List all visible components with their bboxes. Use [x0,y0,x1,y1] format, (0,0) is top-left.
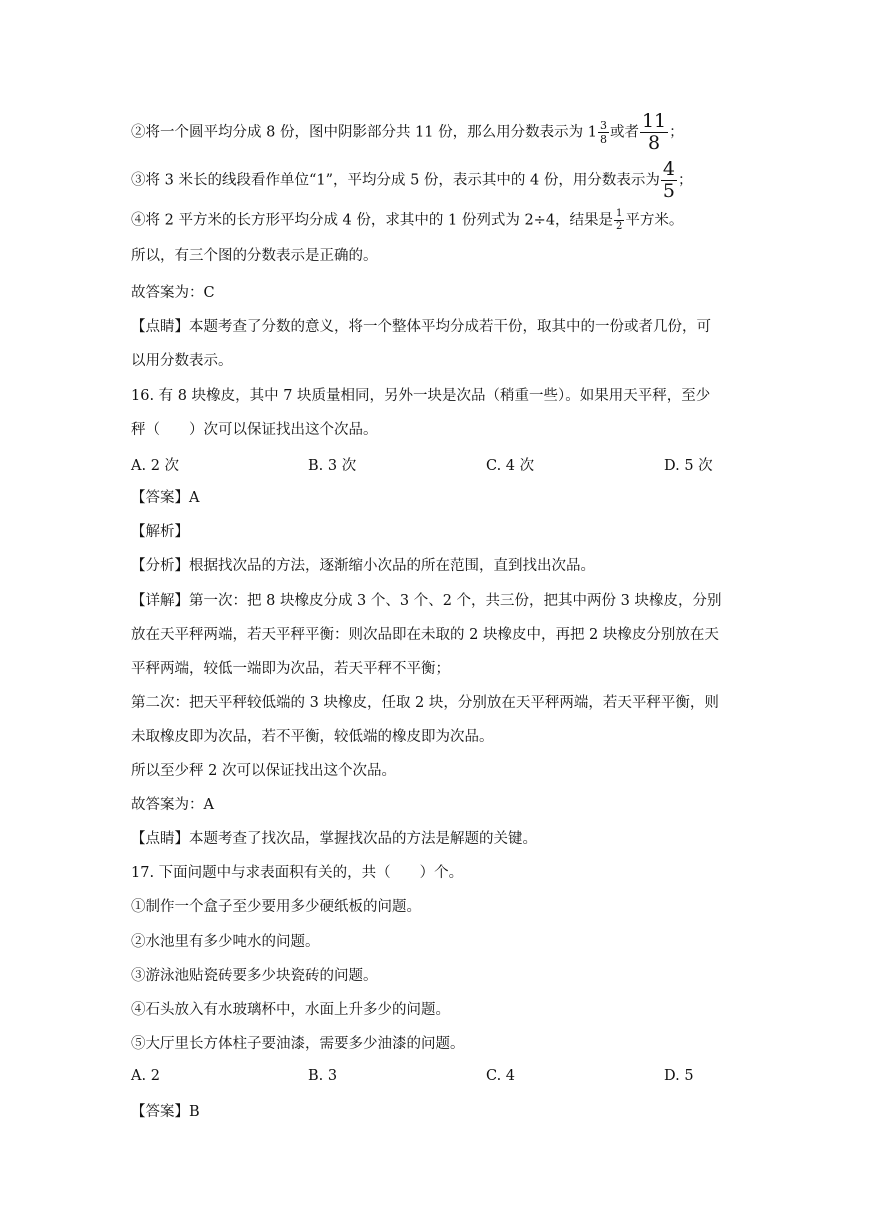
mixed-fraction [598,120,609,145]
comment-line-1: 【点睛】本题考查了分数的意义，将一个整体平均分成若干份，取其中的一份或者几份，可 [131,319,711,335]
solution-line-3-text: ③将 3 米长的线段看作单位“1”，平均分成 5 份，表示其中的 4 份，用分数表示为 [131,172,660,189]
q17-item-4: ④石头放入有水玻璃杯中，水面上升多少的问题。 [131,1002,450,1018]
improper-fraction [640,112,668,153]
q16-analysis: 【分析】根据找次品的方法，逐渐缩小次品的所在范围，直到找出次品。 [131,558,595,574]
solution-line-3 [131,160,692,201]
q16-detail-line-4: 第二次：把天平秤较低端的 3 块橡皮，任取 2 块，分别放在天平秤两端，若天平秤平衡，则 [131,695,719,711]
q17-option-c: C. 4 [486,1068,516,1084]
fraction-one-half [614,209,624,232]
q17-option-b: B. 3 [308,1068,338,1084]
mixed-fraction-denominator: 8 [599,133,607,146]
solution-line-4-text: ④将 2 平方米的长方形平均分成 4 份，求其中的 1 份列式为 2÷4，结果是 [131,212,614,229]
q16-detail-line-6: 所以至少秤 2 次可以保证找出这个次品。 [131,763,396,779]
q16-result: 故答案为：A [131,797,214,813]
comment-line-2: 以用分数表示。 [131,353,233,369]
solution-line-2-text: ②将一个圆平均分成 8 份，图中阴影部分共 11 份，那么用分数表示为 1 [131,124,597,141]
q16-comment: 【点睛】本题考查了找次品，掌握找次品的方法是解题的关键。 [131,831,537,847]
question-16-line-2: 秤（ ）次可以保证找出这个次品。 [131,422,378,438]
q17-answer: 【答案】B [131,1104,200,1120]
mixed-fraction-numerator: 3 [599,119,607,132]
q16-detail-line-1: 【详解】第一次：把 8 块橡皮分成 3 个、3 个、2 个，共三份，把其中两份 3 块橡皮，分别 [131,593,722,609]
q17-item-3: ③游泳池贴瓷砖要多少块瓷砖的问题。 [131,968,378,984]
q16-option-b: B. 3 次 [308,458,357,474]
solution-line-4 [131,209,683,232]
q16-answer: 【答案】A [131,490,200,506]
question-17-line-1: 17. 下面问题中与求表面积有关的，共（ ）个。 [131,865,464,881]
fraction-denominator: 5 [662,180,675,202]
conclusion-text: 所以，有三个图的分数表示是正确的。 [131,248,378,264]
answer-conclusion: 故答案为：C [131,285,215,301]
q16-detail-line-5: 未取橡皮即为次品，若不平衡，较低端的橡皮即为次品。 [131,729,494,745]
fraction-denominator: 2 [616,221,623,232]
solution-line-3-end: ； [677,172,693,189]
q16-option-d: D. 5 次 [664,458,713,474]
q16-option-c: C. 4 次 [486,458,535,474]
solution-line-4-end: 平方米。 [625,212,684,229]
question-16-line-1: 16. 有 8 块橡皮，其中 7 块质量相同，另外一块是次品（稍重一些）。如果用天平秤，至少 [131,388,711,404]
improper-fraction-numerator: 11 [641,110,667,132]
fraction-numerator: 4 [662,158,675,180]
fraction-numerator: 1 [616,208,623,219]
q16-option-a: A. 2 次 [131,458,180,474]
solution-line-2-mid: 或者 [609,124,639,141]
q16-detail-line-3: 平秤两端，较低一端即为次品，若天平秤不平衡； [131,661,450,677]
fraction-four-fifths [661,160,677,201]
improper-fraction-denominator: 8 [648,132,661,154]
q16-analysis-heading: 【解析】 [131,524,189,540]
q17-option-a: A. 2 [131,1068,160,1084]
q17-option-d: D. 5 [664,1068,694,1084]
solution-line-2 [131,112,684,153]
q17-item-2: ②水池里有多少吨水的问题。 [131,934,320,950]
solution-line-2-end: ； [669,124,684,141]
q17-item-5: ⑤大厅里长方体柱子要油漆，需要多少油漆的问题。 [131,1036,465,1052]
q16-detail-line-2: 放在天平秤两端，若天平秤平衡：则次品即在未取的 2 块橡皮中，再把 2 块橡皮分别放在天 [131,627,719,643]
q17-item-1: ①制作一个盒子至少要用多少硬纸板的问题。 [131,899,421,915]
